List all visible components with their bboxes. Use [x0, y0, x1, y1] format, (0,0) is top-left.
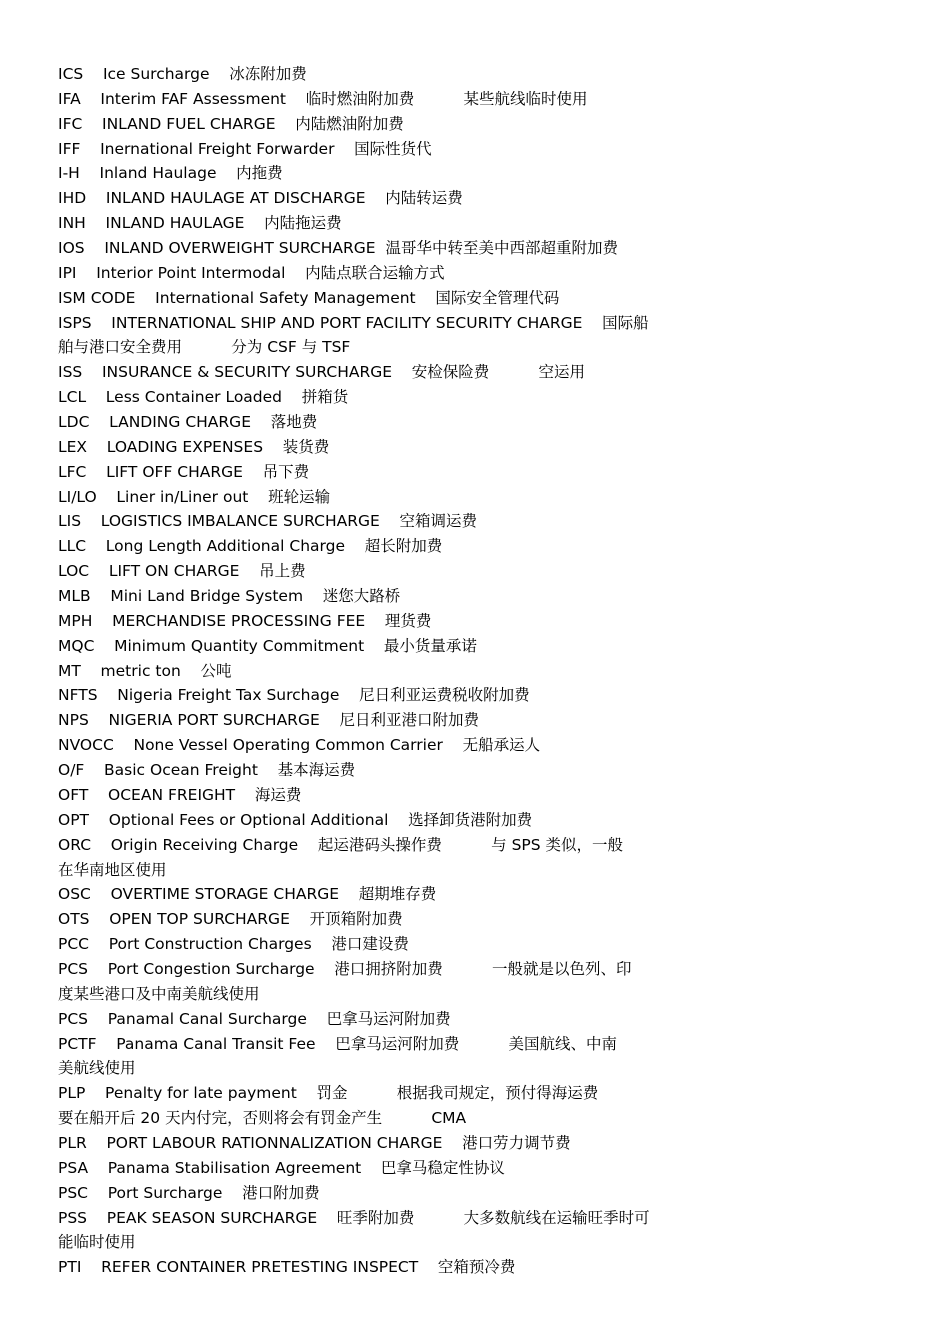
glossary-line: I-H Inland Haulage 内拖费 [58, 164, 283, 183]
glossary-line: PSA Panama Stabilisation Agreement 巴拿马稳定性协议 [58, 1158, 505, 1177]
glossary-line: PCS Panamal Canal Surcharge 巴拿马运河附加费 [58, 1009, 451, 1028]
glossary-line: INH INLAND HAULAGE 内陆拖运费 [58, 214, 342, 233]
glossary-line: PSS PEAK SEASON SURCHARGE 旺季附加费 大多数航线在运输旺季时可 [58, 1208, 650, 1227]
glossary-line: PSC Port Surcharge 港口附加费 [58, 1183, 320, 1202]
glossary-line: LDC LANDING CHARGE 落地费 [58, 413, 318, 432]
glossary-line: LLC Long Length Additional Charge 超长附加费 [58, 537, 443, 556]
glossary-line: NFTS Nigeria Freight Tax Surchage 尼日利亚运费税收附加费 [58, 686, 530, 705]
glossary-line: LCL Less Container Loaded 拼箱货 [58, 388, 349, 407]
glossary-line: NPS NIGERIA PORT SURCHARGE 尼日利亚港口附加费 [58, 711, 479, 730]
glossary-line: MT metric ton 公吨 [58, 661, 232, 680]
glossary-line: PTI REFER CONTAINER PRETESTING INSPECT 空箱预冷费 [58, 1258, 516, 1277]
glossary-line: 舶与港口安全费用 分为 CSF 与 TSF [58, 338, 351, 357]
glossary-line: IOS INLAND OVERWEIGHT SURCHARGE 温哥华中转至美中西部超重附加费 [58, 239, 618, 258]
glossary-line: LFC LIFT OFF CHARGE 吊下费 [58, 462, 310, 481]
glossary-line: LIS LOGISTICS IMBALANCE SURCHARGE 空箱调运费 [58, 512, 478, 531]
glossary-line: 要在船开后 20 天内付完，否则将会有罚金产生 CMA [58, 1109, 467, 1128]
glossary-line: ORC Origin Receiving Charge 起运港码头操作费 与 SPS 类似，一般 [58, 835, 624, 854]
glossary-line: IFA Interim FAF Assessment 临时燃油附加费 某些航线临时使用 [58, 89, 588, 108]
glossary-line: LOC LIFT ON CHARGE 吊上费 [58, 562, 306, 581]
glossary-line: 美航线使用 [58, 1059, 136, 1078]
glossary-line: IFF Inernational Freight Forwarder 国际性货代 [58, 139, 432, 158]
glossary-line: ISPS INTERNATIONAL SHIP AND PORT FACILITY SECURITY CHARGE 国际船 [58, 313, 649, 332]
glossary-line: PCTF Panama Canal Transit Fee 巴拿马运河附加费 美国航线、中南 [58, 1034, 618, 1053]
glossary-line: PCS Port Congestion Surcharge 港口拥挤附加费 一般就是以色列、印 [58, 959, 632, 978]
glossary-line: 能临时使用 [58, 1233, 136, 1252]
glossary-line: OFT OCEAN FREIGHT 海运费 [58, 785, 302, 804]
glossary-line: 度某些港口及中南美航线使用 [58, 984, 260, 1003]
glossary-line: MQC Minimum Quantity Commitment 最小货量承诺 [58, 636, 477, 655]
glossary-line: MLB Mini Land Bridge System 迷您大路桥 [58, 587, 401, 606]
glossary-line: LI/LO Liner in/Liner out 班轮运输 [58, 487, 331, 506]
glossary-line: ISS INSURANCE & SECURITY SURCHARGE 安检保险费 空运用 [58, 363, 586, 382]
glossary-line: MPH MERCHANDISE PROCESSING FEE 理货费 [58, 611, 432, 630]
glossary-line: PLR PORT LABOUR RATIONNALIZATION CHARGE 港口劳力调节费 [58, 1133, 571, 1152]
glossary-line: NVOCC None Vessel Operating Common Carrier 无船承运人 [58, 736, 541, 755]
glossary-line: PCC Port Construction Charges 港口建设费 [58, 935, 409, 954]
glossary-line: OPT Optional Fees or Optional Additional 选择卸货港附加费 [58, 810, 533, 829]
glossary-line: IPI Interior Point Intermodal 内陆点联合运输方式 [58, 263, 445, 282]
glossary-line: 在华南地区使用 [58, 860, 167, 879]
glossary-line: O/F Basic Ocean Freight 基本海运费 [58, 761, 356, 780]
glossary-line: ISM CODE International Safety Management 国际安全管理代码 [58, 288, 560, 307]
glossary-line: IHD INLAND HAULAGE AT DISCHARGE 内陆转运费 [58, 189, 463, 208]
glossary-line: PLP Penalty for late payment 罚金 根据我司规定，预付得海运费 [58, 1084, 599, 1103]
glossary-line: IFC INLAND FUEL CHARGE 内陆燃油附加费 [58, 114, 404, 133]
glossary-line: OSC OVERTIME STORAGE CHARGE 超期堆存费 [58, 885, 437, 904]
glossary-line: ICS Ice Surcharge 冰冻附加费 [58, 65, 307, 83]
glossary-document [58, 62, 698, 1280]
glossary-line: LEX LOADING EXPENSES 装货费 [58, 437, 330, 456]
glossary-line: OTS OPEN TOP SURCHARGE 开顶箱附加费 [58, 910, 403, 929]
